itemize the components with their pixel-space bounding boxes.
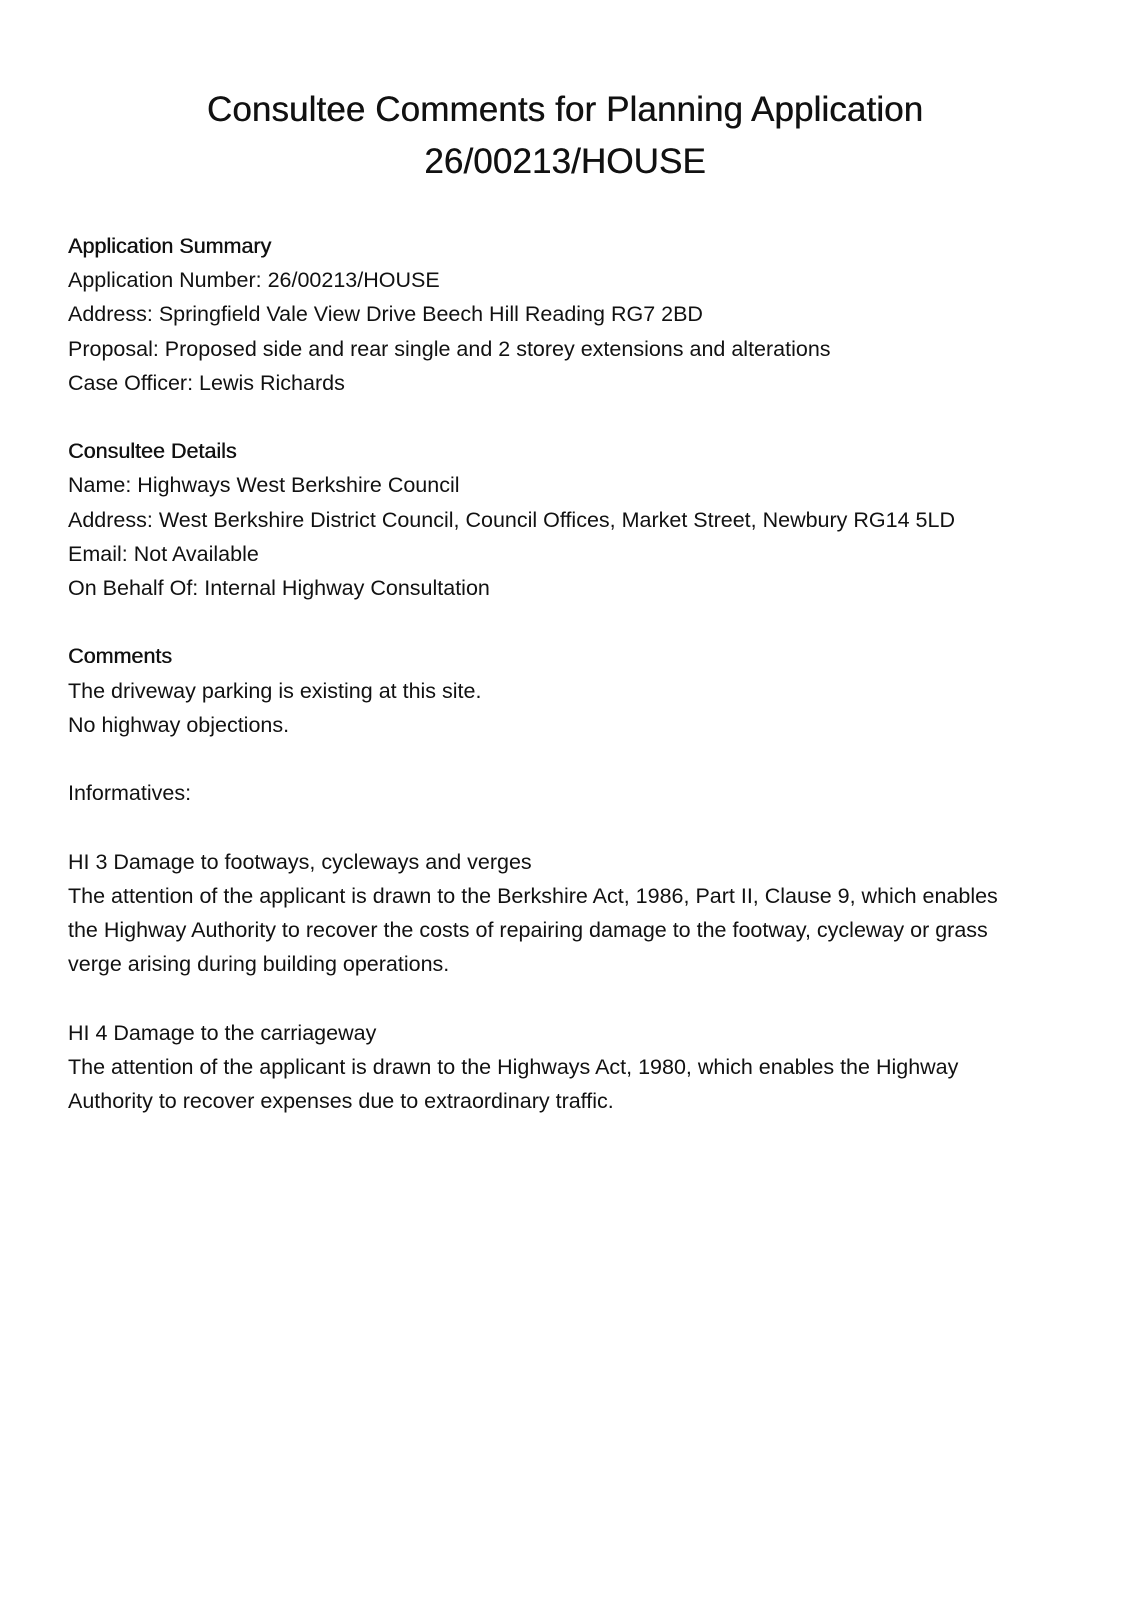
- informative-hi3-text-line-1: The attention of the applicant is drawn to the Berkshire Act, 1986, Part II, Clause 9, which enables: [68, 883, 998, 908]
- comments-heading: Comments: [68, 644, 172, 669]
- spacer: [68, 810, 1068, 844]
- site-address: Address: Springfield Vale View Drive Beech Hill Reading RG7 2BD: [68, 302, 703, 327]
- consultee-address: Address: West Berkshire District Council, Council Offices, Market Street, Newbury RG14 5LD: [68, 507, 955, 532]
- application-summary-section: [68, 229, 1068, 400]
- comment-line-2: No highway objections.: [68, 712, 290, 737]
- application-number: Application Number: 26/00213/HOUSE: [68, 268, 440, 293]
- spacer: [68, 400, 1068, 434]
- informative-hi4-text-line-2: Authority to recover expenses due to extraordinary traffic.: [68, 1089, 614, 1113]
- informative-hi3-text-line-2: the Highway Authority to recover the costs of repairing damage to the footway, cycleway or grass: [68, 918, 988, 942]
- spacer: [68, 981, 1068, 1015]
- document-title-line-1: Consultee Comments for Planning Application: [206, 90, 924, 129]
- document-title-line-2: 26/00213/HOUSE: [424, 142, 706, 181]
- application-summary-heading: Application Summary: [68, 234, 272, 258]
- comment-line-1: The driveway parking is existing at this site.: [68, 678, 482, 703]
- proposal: Proposal: Proposed side and rear single and 2 storey extensions and alterations: [68, 336, 831, 361]
- consultee-email: Email: Not Available: [68, 541, 259, 566]
- informative-hi3-title: HI 3 Damage to footways, cycleways and verges: [68, 849, 532, 874]
- informatives-label: Informatives:: [68, 781, 192, 806]
- comments-section: [68, 639, 1068, 1118]
- spacer: [68, 605, 1068, 639]
- consultee-details-section: [68, 434, 1068, 605]
- spacer: [68, 742, 1068, 776]
- consultee-details-heading: Consultee Details: [68, 439, 237, 464]
- consultee-name: Name: Highways West Berkshire Council: [68, 473, 460, 498]
- case-officer: Case Officer: Lewis Richards: [68, 370, 345, 395]
- informative-hi4-text-line-1: The attention of the applicant is drawn to the Highways Act, 1980, which enables the Highway: [68, 1054, 959, 1079]
- informative-hi3-text-line-3: verge arising during building operations.: [68, 952, 450, 977]
- consultee-on-behalf-of: On Behalf Of: Internal Highway Consultation: [68, 576, 490, 601]
- document-title: [0, 84, 1130, 188]
- informative-hi4-title: HI 4 Damage to the carriageway: [68, 1020, 377, 1045]
- document-body: [68, 229, 1068, 1118]
